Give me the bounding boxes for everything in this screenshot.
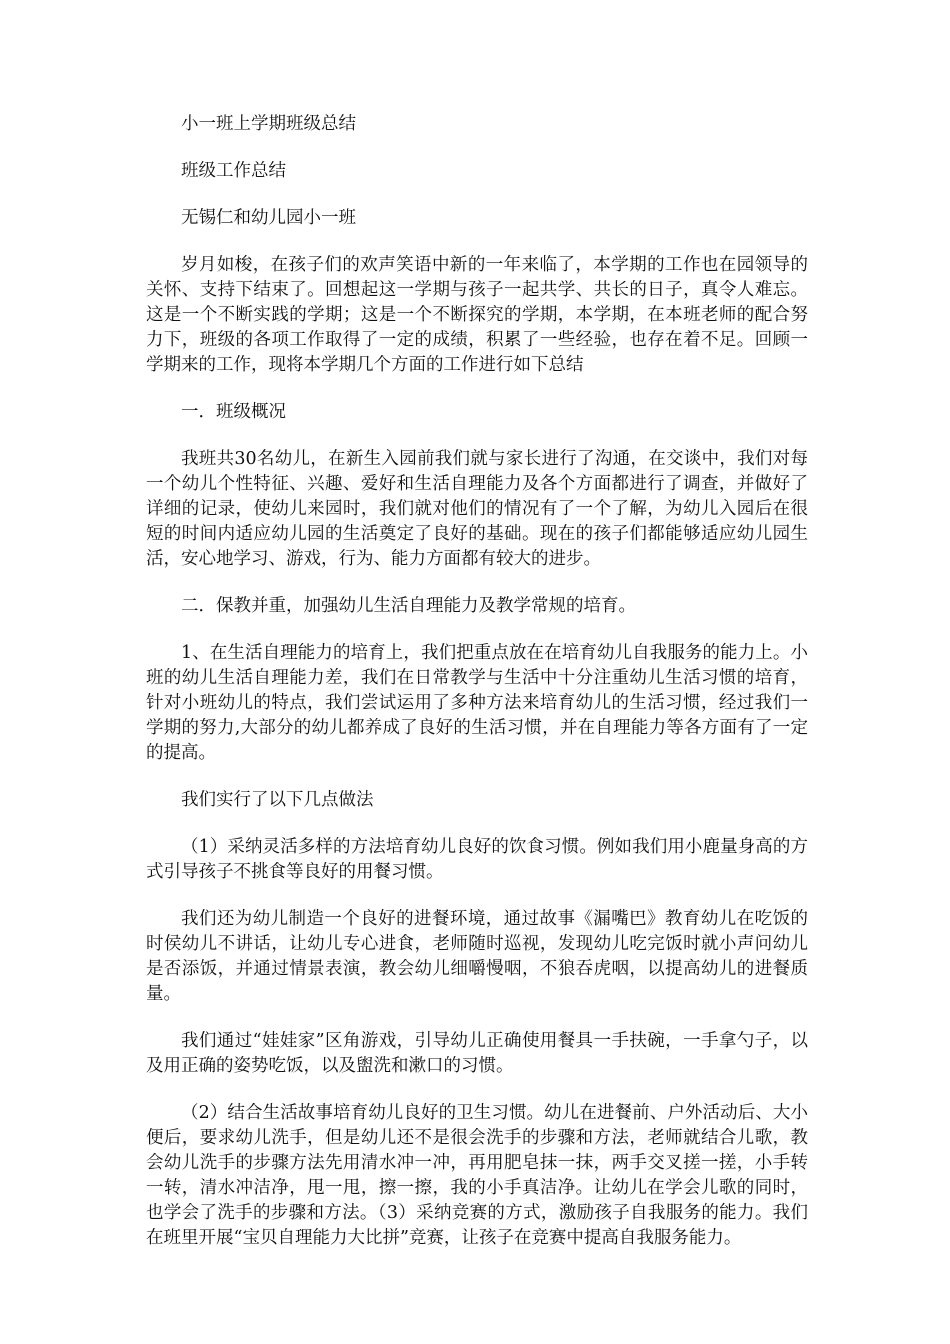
paragraph-dining-environment: 我们还为幼儿制造一个良好的进餐环境，通过故事《漏嘴巴》教育幼儿在吃饭的时侯幼儿不讲话，让幼儿专心进食，老师随时巡视，发现幼儿吃完饭时就小声问幼儿是否添饭，并通过情景表演，教会幼儿细嚼慢咽，不狼吞虎咽，以提高幼儿的进餐质量。	[146, 909, 808, 1004]
paragraph-eating-habits: （1）采纳灵活多样的方法培育幼儿良好的饮食习惯。例如我们用小鹿量身高的方式引导孩子不挑食等良好的用餐习惯。	[146, 837, 808, 882]
document-author: 无锡仁和幼儿园小一班	[181, 208, 356, 228]
paragraph-intro: 岁月如梭，在孩子们的欢声笑语中新的一年来临了，本学期的工作也在园领导的关怀、支持下结束了。回想起这一学期与孩子一起共学、共长的日子，真令人难忘。这是一个不断实践的学期；这是一个不断探究的学期，本学期，在本班老师的配合努力下，班级的各项工作取得了一定的成绩，积累了一些经验，也存在着不足。回顾一学期来的工作，现将本学期几个方面的工作进行如下总结	[146, 255, 808, 375]
document-page	[146, 112, 808, 1273]
paragraph-class-overview: 我班共30名幼儿，在新生入园前我们就与家长进行了沟通，在交谈中，我们对每一个幼儿个性特征、兴趣、爱好和生活自理能力及各个方面都进行了调查，并做好了详细的记录，使幼儿来园时，我们就对他们的情况有了一个了解，为幼儿入园后在很短的时间内适应幼儿园的生活奠定了良好的基础。现在的孩子们都能够适应幼儿园生活，安心地学习、游戏，行为、能力方面都有较大的进步。	[146, 449, 808, 569]
paragraph-doll-house-game: 我们通过“娃娃家”区角游戏，引导幼儿正确使用餐具一手扶碗，一手拿勺子，以及用正确的姿势吃饭，以及盥洗和漱口的习惯。	[146, 1031, 808, 1076]
paragraph-self-care: 1、在生活自理能力的培育上，我们把重点放在在培育幼儿自我服务的能力上。小班的幼儿生活自理能力差，我们在日常教学与生活中十分注重幼儿生活习惯的培育，针对小班幼儿的特点，我们尝试运用了多种方法来培育幼儿的生活习惯，经过我们一学期的努力,大部分的幼儿都养成了良好的生活习惯，并在自理能力等各方面有了一定的提高。	[146, 643, 808, 763]
paragraph-methods-intro: 我们实行了以下几点做法	[181, 790, 374, 810]
document-title: 小一班上学期班级总结	[181, 114, 356, 134]
paragraph-hygiene-habits: （2）结合生活故事培育幼儿良好的卫生习惯。幼儿在进餐前、户外活动后、大小便后，要求幼儿洗手，但是幼儿还不是很会洗手的步骤和方法，老师就结合儿歌，教会幼儿洗手的步骤方法先用清水冲一冲，再用肥皂抹一抹，两手交叉搓一搓，小手转一转，清水冲洁净，甩一甩，擦一擦，我的小手真洁净。让幼儿在学会儿歌的同时，也学会了洗手的步骤和方法。（3）采纳竞赛的方式，激励孩子自我服务的能力。我们在班里开展“宝贝自理能力大比拼”竞赛，让孩子在竞赛中提高自我服务能力。	[146, 1103, 808, 1248]
section-heading-care-education: 二．保教并重，加强幼儿生活自理能力及教学常规的培育。	[181, 596, 636, 616]
section-heading-class-overview: 一．班级概况	[181, 402, 286, 422]
document-subtitle: 班级工作总结	[181, 161, 286, 181]
